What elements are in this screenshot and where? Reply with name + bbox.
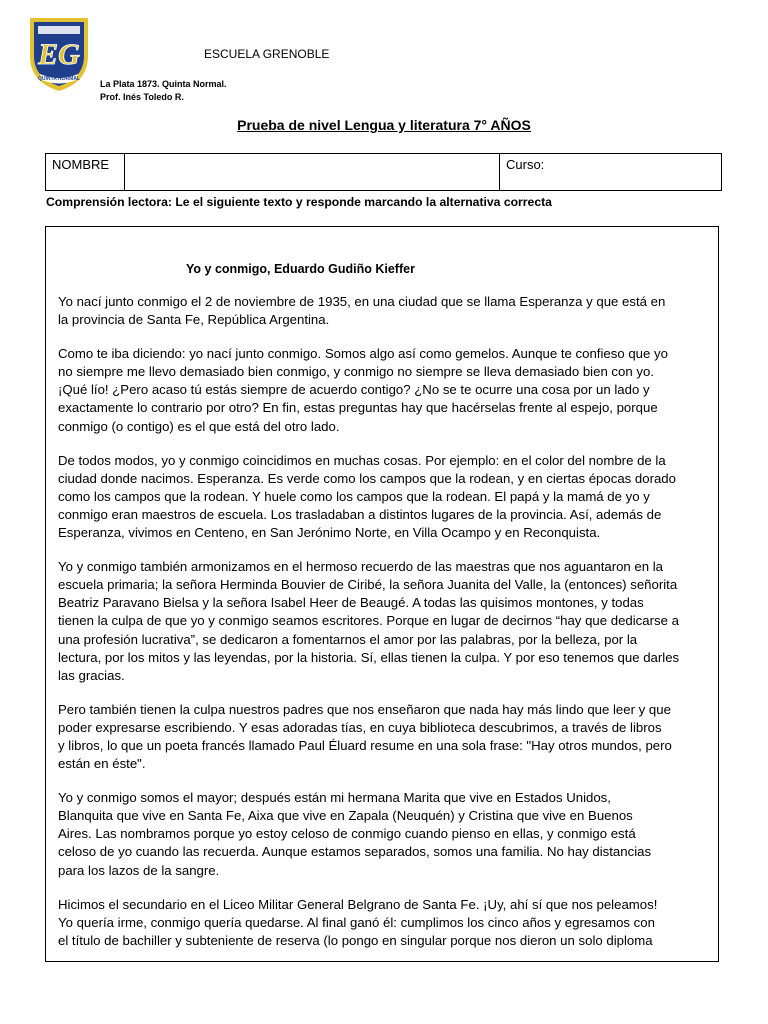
school-address: La Plata 1873. Quinta Normal. (100, 79, 227, 89)
name-label-cell (46, 154, 125, 191)
paragraph: Yo nací junto conmigo el 2 de noviembre de 1935, en una ciudad que se llama Esperanza y que está en la provincia de Santa Fe, República Argentina. (58, 294, 666, 328)
paragraph: De todos modos, yo y conmigo coincidimos en muchas cosas. Por ejemplo: en el color del nombre de la ciudad donde nacimos. Esperanza. Es verde como los campos que la rodean, y en ciertas épocas dorado como los campos que la rodean. Y huele como los campos que la rodean. El papá y la mamá de yo y conmigo eran maestros de escuela. Los trasladaban a distintos lugares de la provincia. Así, además de Esperanza, vivimos en Centeno, en San Jerónimo Norte, en Villa Ocampo y en Reconquista. (58, 452, 676, 541)
paragraph: Hicimos el secundario en el Liceo Militar General Belgrano de Santa Fe. ¡Uy, ahí sí que nos peleamos! Yo quería irme, conmigo quería quedarse. Al final ganó él: cumplimos los cinco años y egresamos con el título de bachiller y subteniente de reserva (lo pongo en singular porque nos dieron un solo diploma (58, 896, 658, 948)
crest-initials: EG (38, 38, 80, 71)
course-field[interactable] (500, 154, 722, 191)
reading-body (58, 293, 714, 962)
paragraph: Yo y conmigo también armonizamos en el hermoso recuerdo de las maestras que nos aguantaron en la escuela primaria; la señora Herminda Bouvier de Ciribé, la señora Juanita del Valle, la (entonces) señorita Beatriz Paravano Bielsa y la señora Isabel Heer de Beaugé. A todas las quisimos montones, y todas tienen la culpa de que yo y conmigo seamos escritores. Porque en lugar de decirnos “hay que dedicarse a una profesión lucrativa”, se dedicaron a fomentarnos el amor por las palabras, por la belleza, por la lectura, por los mitos y las leyendas, por la historia. Sí, ellas tienen la culpa. Y por eso tenemos que darles las gracias. (58, 559, 680, 683)
reading-text-box (45, 226, 719, 962)
test-title: Prueba de nivel Lengua y literatura 7° AÑOS (237, 117, 531, 133)
name-field[interactable] (125, 154, 500, 191)
paragraph: Pero también tienen la culpa nuestros padres que nos enseñaron que nada hay más lindo que leer y que poder expresarse escribiendo. Y esas adoradas tías, en cuya biblioteca descubrimos, a través de libros y libros, lo que un poeta francés llamado Paul Éluard resume en una sola frase: "Hay otros mundos, pero están en éste". (58, 701, 672, 772)
instructions: Comprensión lectora: Le el siguiente texto y responde marcando la alternativa correcta (46, 195, 552, 209)
reading-title: Yo y conmigo, Eduardo Gudiño Kieffer (186, 262, 415, 276)
student-info-table (45, 153, 722, 191)
crest-banner-text: QUINTA NORMAL (38, 76, 80, 82)
paragraph: Yo y conmigo somos el mayor; después están mi hermana Marita que vive en Estados Unidos, Blanquita que vive en Santa Fe, Aixa que vive en Zapala (Neuquén) y Cristina que vive en Buenos Aires. Las nombramos porque yo estoy celoso de conmigo cuando pienso en ellas, y conmigo está celoso de yo cuando las recuerda. Aunque estamos separados, somos una familia. No hay distancias para los lazos de la sangre. (58, 790, 652, 878)
name-label: NOMBRE (52, 157, 110, 172)
paragraph: Como te iba diciendo: yo nací junto conmigo. Somos algo así como gemelos. Aunque te confieso que yo no siempre me llevo demasiado bien conmigo, y conmigo no siempre se lleva demasiado bien con yo. ¡Qué lío! ¿Pero acaso tú estás siempre de acuerdo contigo? ¿No se te ocurre una cosa por un lado y exactamente lo contrario por otro? En fin, estas preguntas hay que hacérselas frente al espejo, porque conmigo (o contigo) es el que está del otro lado. (58, 346, 668, 434)
school-crest-logo (26, 14, 92, 94)
school-name: ESCUELA GRENOBLE (204, 47, 330, 61)
course-label: Curso: (506, 157, 545, 172)
teacher-name: Prof. Inés Toledo R. (100, 92, 184, 102)
